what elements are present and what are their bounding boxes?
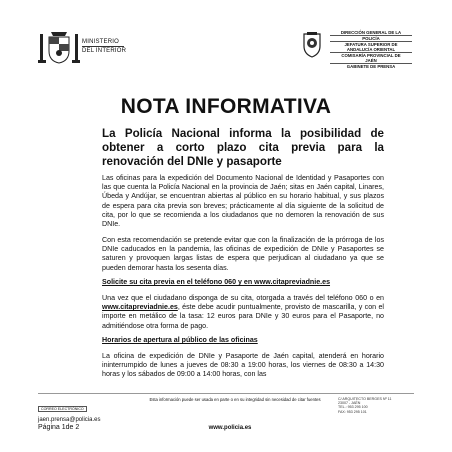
paragraph-appointment: Una vez que el ciudadano disponga de su cita, otorgada a través del teléfono 060 o en www.citapreviadnie.es, éste debe acudir puntualmente, provisto de mascarilla, y con el importe en metálico de la tasa: 12 euros para DNIe y 30 euros para el Pasaporte, no admitiéndose otra forma de pago. [102,294,384,330]
headline: La Policía Nacional informa la posibilidad de obtener a corto plazo cita previa para la renovación del DNIe y pasaporte [102,127,384,168]
police-header [300,30,420,70]
appointment-link[interactable]: www.citapreviadnie.es [102,303,178,312]
footer-website[interactable]: www.policia.es [208,425,252,431]
spain-coat-of-arms-icon [38,30,80,66]
police-badge-icon [300,32,324,58]
footer-divider [38,393,414,394]
email-label: CORREO ELECTRÓNICO [38,406,87,412]
page-number: Página 1de 2 [38,424,80,431]
footer-address: C/ ARQUITECTO BERGES Nº 11 23007 - JAÉN TEL.: 953 295 100 FAX: 953 295 101 [338,397,392,414]
paragraph-offices: Las oficinas para la expedición del Documento Nacional de Identidad y Pasaportes con las que cuenta la Policía Nacional en la provincia de Jaén; sitas en Jaén capital, Linares, Úbeda y Andújar, se encuentran abiertas al público en su horario habitual, y sus plazos de espera para cita previa son breves; prácticamente al día siguiente de la solicitud de cita, por lo que se recomienda a los ciudadanos que no demoren la renovación de sus DNIe. [102,174,384,229]
usage-note: Esta información puede ser usada en parte o en su integridad sin necesidad de citar fuentes [149,397,321,402]
subheading-appointment: Solicite su cita previa en el teléfono 060 y en www.citapreviadnie.es [102,278,331,286]
page-title: NOTA INFORMATIVA [120,95,332,118]
paragraph-hours: La oficina de expedición de DNIe y Pasaporte de Jaén capital, atenderá en horario ininterrumpido de lunes a jueves de 08:30 a 19:00 horas, los viernes de 08:30 a 14:30 horas y los sábados de 09:00 a 14:00 horas, con las [102,352,384,379]
footer-email[interactable]: jaen.prensa@policia.es [38,417,101,423]
subheading-hours: Horarios de apertura al público de las oficinas [102,336,258,344]
directorate-block: DIRECCIÓN GENERAL DE LA POLICÍA JEFATURA SUPERIOR DE ANDALUCÍA ORIENTAL COMISARÍA PROVINCIAL DE JAÉN GABINETE DE PRENSA [330,30,412,69]
footer-contact [38,397,118,424]
ministry-header [38,30,158,70]
paragraph-recommendation: Con esta recomendación se pretende evitar que con la finalización de la prórroga de los DNIe caducados en la pandemia, las oficinas de expedición de DNIe y Pasaportes se saturen y provoquen largas listas de espera que perjudican al ciudadano ya que se pueden demorar hasta los sesenta días. [102,236,384,272]
ministry-name: MINISTERIO DEL INTERIOR [82,39,127,54]
